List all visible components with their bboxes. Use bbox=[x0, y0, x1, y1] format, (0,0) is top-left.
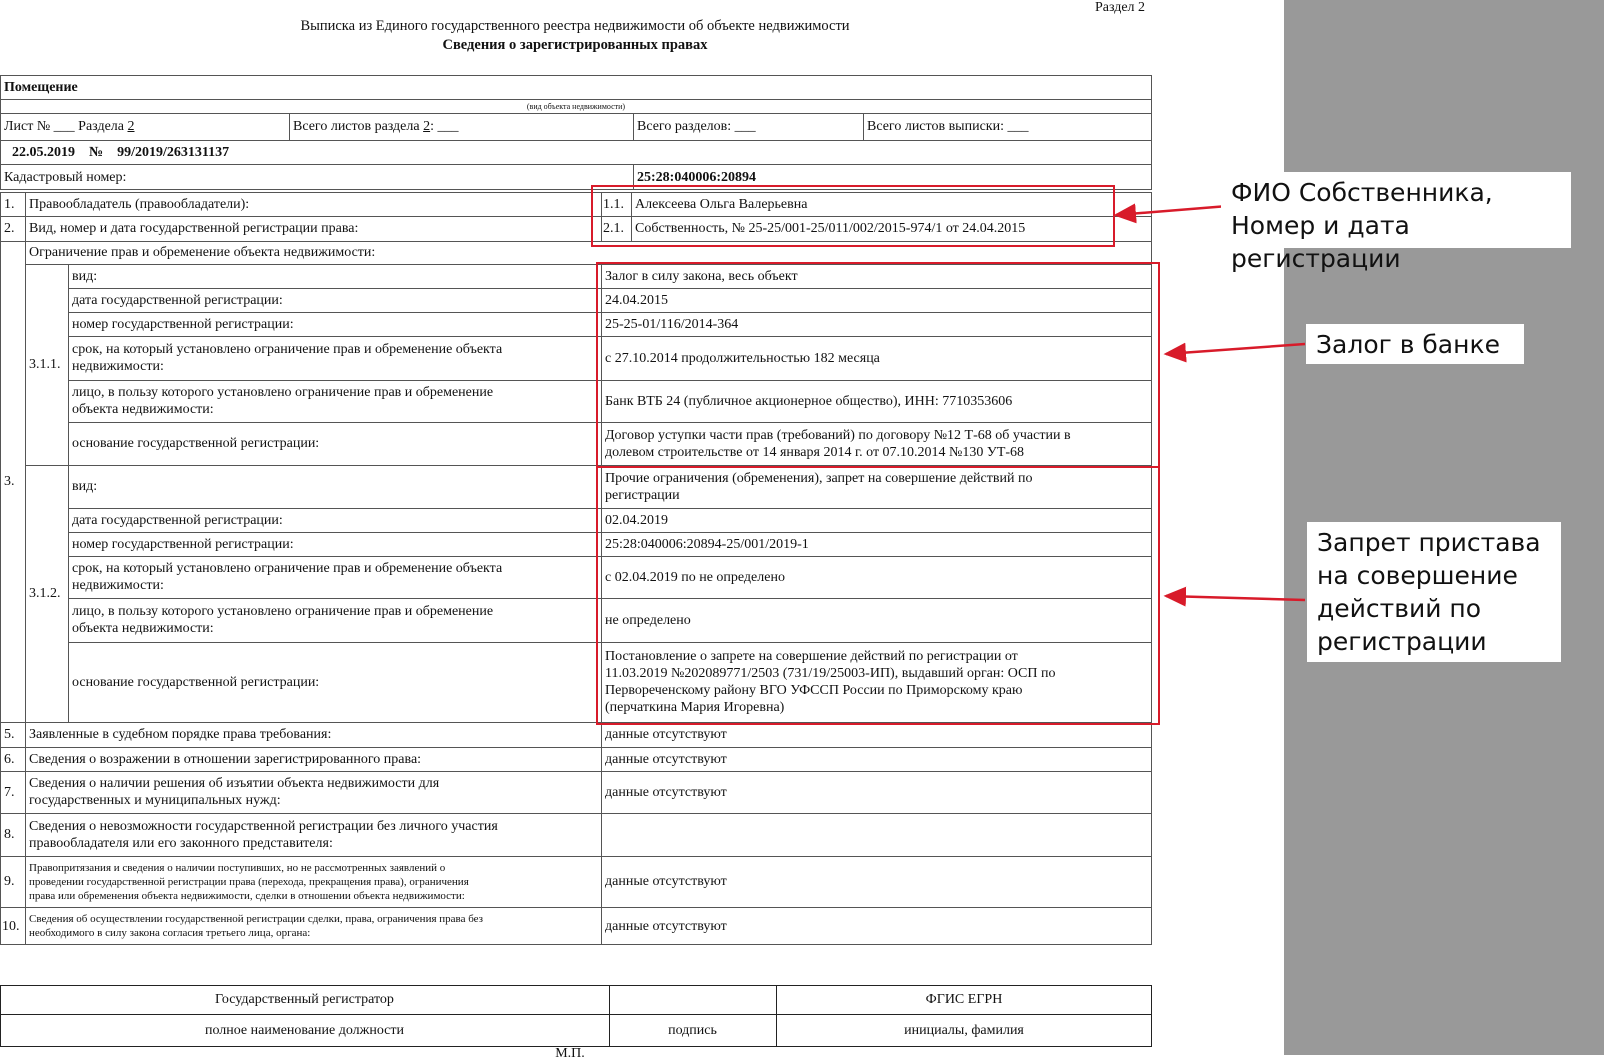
row-10-value: данные отсутствуют bbox=[605, 918, 727, 934]
e1-person: Банк ВТБ 24 (публичное акционерное общество), ИНН: 7710353606 bbox=[605, 393, 1013, 409]
row-6-label: Сведения о возражении в отношении зарегистрированного права: bbox=[29, 751, 422, 767]
row-6-value: данные отсутствуют bbox=[605, 751, 727, 767]
object-type: Помещение bbox=[4, 79, 78, 95]
e2-basis: Постановление о запрете на совершение действий по регистрации от 11.03.2019 №202089771/2503 (731/19/25003-ИП), выдавший орган: ОСП по Первореченскому району ВГО УФССП России по Приморскому краю (перчаткина Мария Игоревна) bbox=[605, 649, 1056, 715]
encumbrance-1-number: 3.1.1. bbox=[29, 357, 61, 372]
row-1-number: 1. bbox=[4, 196, 15, 212]
extract-date-number: 22.05.2019 № 99/2019/263131137 bbox=[12, 144, 230, 160]
row-7-label: Сведения о наличии решения об изъятии объекта недвижимости для государственных и муниципальных нужд: bbox=[29, 776, 440, 808]
callout-ban: Запрет пристава на совершение действий по регистрации bbox=[1307, 522, 1561, 662]
e1-term: с 27.10.2014 продолжительностью 182 месяца bbox=[605, 350, 880, 366]
ban-highlight bbox=[596, 466, 1160, 725]
seal-mark: М.П. bbox=[555, 1045, 585, 1061]
e1-vid: Залог в силу закона, весь объект bbox=[605, 268, 798, 284]
e1-vid-label: вид: bbox=[72, 268, 98, 284]
document-subtitle: Сведения о зарегистрированных правах bbox=[442, 37, 708, 53]
row-9-number: 9. bbox=[4, 874, 15, 889]
cadastral-number: 25:28:040006:20894 bbox=[637, 169, 756, 185]
sheet-number: Лист № ___ Раздела 2 bbox=[4, 119, 135, 134]
cadastral-label: Кадастровый номер: bbox=[4, 169, 127, 185]
pledge-highlight bbox=[596, 262, 1160, 468]
e2-basis-label: основание государственной регистрации: bbox=[72, 674, 320, 690]
row-7-number: 7. bbox=[4, 784, 15, 800]
document-title: Выписка из Единого государственного реестра недвижимости об объекте недвижимости bbox=[300, 18, 850, 34]
e2-date-label: дата государственной регистрации: bbox=[72, 512, 283, 528]
row-3-number: 3. bbox=[4, 474, 15, 489]
e1-person-label: лицо, в пользу которого установлено ограничение прав и обременение объекта недвижимости: bbox=[72, 385, 494, 417]
e2-term-label: срок, на который установлено ограничение прав и обременение объекта недвижимости: bbox=[72, 561, 503, 593]
row-5-number: 5. bbox=[4, 727, 15, 742]
e1-term-label: срок, на который установлено ограничение прав и обременение объекта недвижимости: bbox=[72, 342, 503, 374]
name-caption: инициалы, фамилия bbox=[904, 1023, 1024, 1038]
registrar-title: Государственный регистратор bbox=[215, 992, 394, 1007]
e2-person-label: лицо, в пользу которого установлено ограничение прав и обременение объекта недвижимости: bbox=[72, 604, 494, 636]
row-7-value: данные отсутствуют bbox=[605, 784, 727, 800]
e1-date-label: дата государственной регистрации: bbox=[72, 292, 283, 308]
row-3-label: Ограничение прав и обременение объекта недвижимости: bbox=[29, 245, 376, 260]
e1-basis-label: основание государственной регистрации: bbox=[72, 436, 320, 451]
e1-basis: Договор уступки части прав (требований) по договору №12 Т-68 об участии в долевом строительстве от 14 января 2014 г. от 07.10.2014 №130 УТ-68 bbox=[605, 427, 1071, 460]
row-8-label: Сведения о невозможности государственной регистрации без личного участия правообладателя или его законного представителя: bbox=[29, 818, 498, 851]
e2-vid-label: вид: bbox=[72, 479, 98, 494]
row-5-value: данные отсутствуют bbox=[605, 727, 727, 742]
ownership-registration: Собственность, № 25-25/001-25/011/002/2015-974/1 от 24.04.2015 bbox=[635, 221, 1026, 236]
e2-num-label: номер государственной регистрации: bbox=[72, 536, 294, 552]
row-8-value bbox=[601, 813, 1152, 856]
encumbrance-2-number: 3.1.2. bbox=[29, 586, 61, 601]
e2-term: с 02.04.2019 по не определено bbox=[605, 569, 785, 585]
row-10-number: 10. bbox=[2, 918, 20, 934]
row-2-subnumber: 2.1. bbox=[603, 221, 624, 236]
signature-caption: подпись bbox=[668, 1023, 717, 1038]
row-8-number: 8. bbox=[4, 827, 15, 842]
total-sheets: Всего листов выписки: ___ bbox=[867, 119, 1029, 134]
e2-date: 02.04.2019 bbox=[605, 512, 668, 528]
row-10-label: Сведения об осуществлении государственной регистрации сделки, права, ограничения права без необходимого в силу закона согласия третьего лица, органа: bbox=[29, 913, 484, 939]
e1-date: 24.04.2015 bbox=[605, 292, 668, 308]
e2-vid: Прочие ограничения (обременения), запрет на совершение действий по регистрации bbox=[605, 470, 1033, 503]
section-label: Раздел 2 bbox=[1094, 0, 1146, 15]
object-type-caption: (вид объекта недвижимости) bbox=[526, 101, 626, 111]
row-1-label: Правообладатель (правообладатели): bbox=[29, 196, 250, 212]
total-sections: Всего разделов: ___ bbox=[637, 119, 756, 134]
row-5-label: Заявленные в судебном порядке права требования: bbox=[29, 727, 332, 742]
owner-highlight bbox=[591, 185, 1115, 247]
row-9-value: данные отсутствуют bbox=[605, 874, 727, 889]
registry-system: ФГИС ЕГРН bbox=[925, 992, 1003, 1007]
row-2-label: Вид, номер и дата государственной регистрации права: bbox=[29, 221, 359, 236]
sheets-in-section: Всего листов раздела 2 : ___ bbox=[293, 119, 459, 134]
callout-pledge: Залог в банке bbox=[1306, 324, 1524, 364]
owner-name: Алексеева Ольга Валерьевна bbox=[635, 196, 808, 212]
row-6-number: 6. bbox=[4, 751, 15, 767]
e2-num: 25:28:040006:20894-25/001/2019-1 bbox=[605, 536, 809, 552]
e2-person: не определено bbox=[605, 612, 691, 628]
row-1-subnumber: 1.1. bbox=[603, 196, 624, 212]
row-2-number: 2. bbox=[4, 221, 15, 236]
row-9-label: Правопритязания и сведения о наличии поступивших, но не рассмотренных заявлений о проведении государственной регистрации права (перехода, прекращения права), ограничения права или обременения объекта недвижимости, сделки в отношении объекта недвижимости: bbox=[29, 861, 469, 902]
callout-owner: ФИО Собственника, Номер и дата регистрации bbox=[1221, 172, 1571, 248]
e1-num-label: номер государственной регистрации: bbox=[72, 316, 294, 332]
position-caption: полное наименование должности bbox=[204, 1023, 405, 1038]
e1-num: 25-25-01/116/2014-364 bbox=[605, 316, 739, 332]
